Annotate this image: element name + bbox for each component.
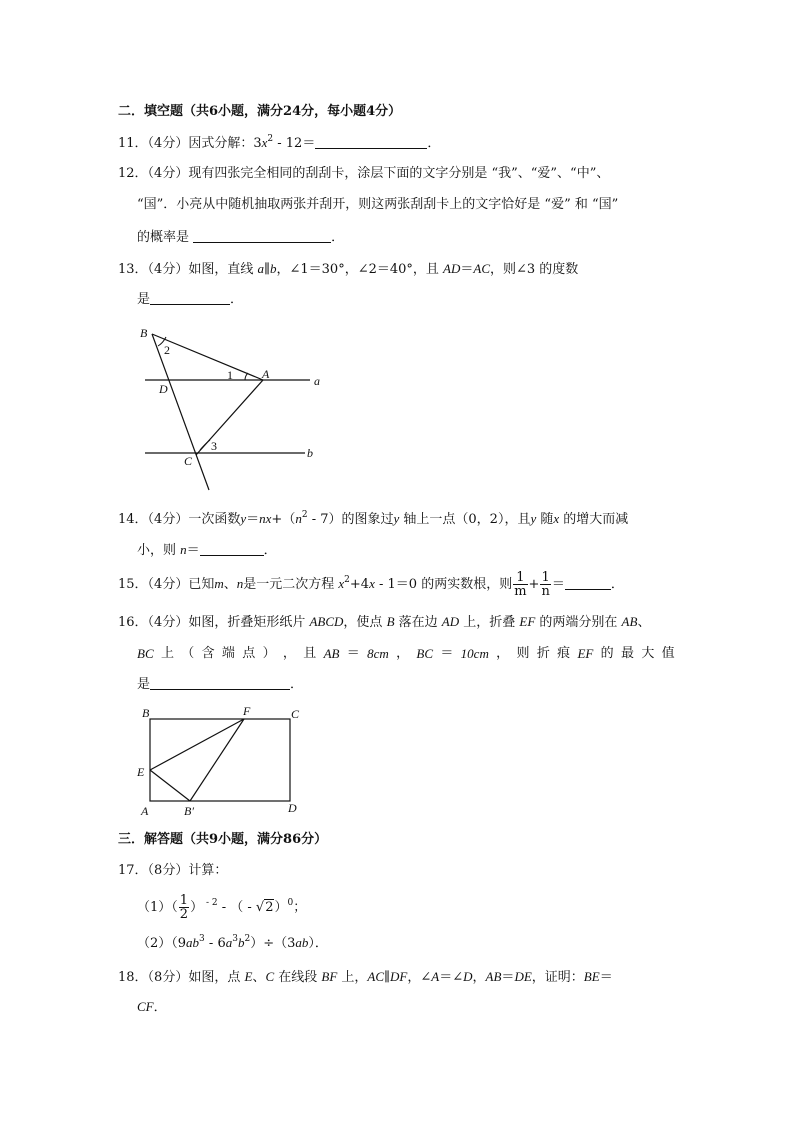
q13-number: 13． bbox=[118, 262, 148, 277]
q18-seg-de: DE bbox=[514, 969, 532, 984]
q17-number: 17． bbox=[118, 863, 148, 878]
q16-seg-fe bbox=[150, 719, 244, 770]
q13-label-2: 2 bbox=[164, 343, 170, 357]
q14-var-y3: y bbox=[530, 511, 537, 526]
q16-l2-w24: 值 bbox=[661, 646, 675, 661]
q14-text-5: 轴上一点（0，2），且 bbox=[399, 512, 531, 527]
q14-end: ． bbox=[263, 543, 277, 558]
q16-l2-w18: 折 bbox=[536, 646, 550, 661]
q14-text-1: 一次函数 bbox=[188, 512, 241, 527]
q15-eq: ＝ bbox=[551, 577, 565, 592]
q12-text-1: 现有四张完全相同的刮刮卡，涂层下面的文字分别是 “我”、“爱”、“中”、 bbox=[188, 166, 610, 181]
q15-text-2: 、 bbox=[223, 577, 237, 592]
q18-text-5: ，∠ bbox=[407, 970, 432, 985]
q17-s2-p1: - 6 bbox=[204, 936, 226, 951]
q16-side-ad: AD bbox=[441, 614, 460, 629]
q18-point-e: E bbox=[244, 969, 253, 984]
q13-parallel: ∥ bbox=[263, 262, 270, 277]
q16-text-6: 、 bbox=[637, 615, 651, 630]
question-18-line-2 bbox=[137, 998, 167, 1017]
q15-text-5: - 1＝0 的两实数根，则 bbox=[374, 577, 513, 592]
q16-l2-w10: ＝ bbox=[346, 646, 360, 661]
q16-label-a: A bbox=[141, 804, 149, 818]
q13-eq: ＝ bbox=[460, 262, 474, 277]
q14-var-n2: n bbox=[295, 511, 302, 526]
q13-text-1: 如图，直线 bbox=[188, 262, 258, 277]
q15-score: （4分） bbox=[147, 577, 189, 592]
q16-side-ab: AB bbox=[621, 614, 638, 629]
q16-end: ． bbox=[290, 677, 304, 692]
q16-label-f: F bbox=[243, 704, 251, 718]
question-17 bbox=[118, 862, 227, 880]
q16-l2-w15: 10cm bbox=[460, 646, 489, 661]
q14-var-n: n bbox=[259, 511, 266, 526]
q18-angle-a: A bbox=[431, 969, 440, 984]
q13-text-3: ，则∠3 的度数 bbox=[490, 262, 579, 277]
q13-label-3: 3 bbox=[211, 439, 217, 453]
q16-seg-ebp bbox=[150, 770, 190, 801]
q16-l2-w19: 痕 bbox=[557, 646, 571, 661]
q14-var-x: x bbox=[265, 511, 272, 526]
q15-var-n: n bbox=[236, 576, 244, 591]
q16-seg-ef: EF bbox=[519, 614, 536, 629]
q16-l2-w14: ＝ bbox=[440, 646, 454, 661]
q17-s1-p3: ） bbox=[274, 900, 288, 915]
q17-s1-frac-num: 1 bbox=[179, 893, 189, 908]
q14-text-9: ＝ bbox=[186, 543, 200, 558]
q13-label-line-a: a bbox=[314, 374, 320, 388]
question-12-line-2: “国”．小亮从中随机抽取两张并刮开，则这两张刮刮卡上的文字恰好是 “爱” 和 “国” bbox=[137, 197, 619, 212]
q16-l2-w11: 8cm bbox=[367, 646, 389, 661]
q17-s2-var-b: b bbox=[237, 935, 245, 950]
q18-eq: ＝ bbox=[501, 970, 515, 985]
q16-l2-w20: EF bbox=[577, 646, 594, 661]
q13-end: ． bbox=[230, 292, 244, 307]
q15-frac1-num: 1 bbox=[513, 571, 527, 585]
q14-text-2: ＝ bbox=[246, 512, 260, 527]
q16-text-7: 是 bbox=[137, 677, 151, 692]
q15-frac1-den: m bbox=[514, 584, 527, 599]
q16-l2-w0: BC bbox=[137, 646, 154, 661]
q18-eq2: ＝ bbox=[599, 970, 613, 985]
q11-number: 11． bbox=[118, 136, 148, 151]
q16-label-d: D bbox=[288, 801, 297, 815]
q15-var-m: m bbox=[214, 576, 224, 591]
q16-l2-w8: 且 bbox=[303, 646, 317, 661]
q11-exponent: 2 bbox=[267, 134, 274, 144]
q18-seg-cf: CF bbox=[137, 999, 154, 1014]
q18-text-8: ，证明： bbox=[531, 970, 584, 985]
q17-s1-p1: ） bbox=[190, 900, 204, 915]
q15-text-4: +4 bbox=[349, 577, 370, 592]
q14-number: 14． bbox=[118, 512, 148, 527]
q15-var-x: x bbox=[338, 576, 345, 591]
q16-label-c: C bbox=[291, 707, 300, 721]
q13-var-a: a bbox=[257, 261, 264, 276]
q18-text-4: 上， bbox=[337, 970, 368, 985]
q17-s2-exponent-2: 3 bbox=[232, 934, 238, 944]
q18-point-c: C bbox=[265, 969, 275, 984]
q14-text-7: 的增大而减 bbox=[559, 512, 629, 527]
q14-text-6: 随 bbox=[536, 512, 554, 527]
q14-var-x2: x bbox=[553, 511, 560, 526]
q14-text-3: +（ bbox=[271, 512, 296, 527]
q13-label-1: 1 bbox=[227, 368, 233, 382]
q16-l2-w7: ， bbox=[282, 646, 296, 661]
q16-l2-w13: BC bbox=[416, 646, 434, 661]
q16-label-b-prime: B′ bbox=[184, 804, 194, 818]
q14-score: （4分） bbox=[147, 512, 189, 527]
q15-text-3: 是一元二次方程 bbox=[243, 577, 339, 592]
q14-var-y2: y bbox=[393, 511, 400, 526]
q17-s2-var-ab2: ab bbox=[295, 935, 309, 950]
q12-end: ． bbox=[331, 230, 345, 245]
q15-exponent: 2 bbox=[344, 575, 350, 585]
q18-text-3: 在线段 bbox=[274, 970, 322, 985]
q13-text-2: ，∠1＝30°，∠2＝40°，且 bbox=[276, 262, 444, 277]
q16-score: （4分） bbox=[147, 615, 189, 630]
q17-s2-var-a: a bbox=[225, 935, 233, 950]
q16-l2-w9: AB bbox=[323, 646, 340, 661]
section-3-title: 三．解答题（共9小题，满分86分） bbox=[118, 832, 328, 847]
q17-text: 计算： bbox=[188, 863, 228, 878]
q18-number: 18． bbox=[118, 970, 148, 985]
q17-s1-label: （1）（ bbox=[137, 900, 178, 915]
q18-end: ． bbox=[153, 1000, 167, 1015]
q13-seg-ac: AC bbox=[473, 261, 491, 276]
q12-score: （4分） bbox=[147, 166, 189, 181]
q17-s1-fraction bbox=[179, 894, 189, 921]
q18-score: （8分） bbox=[147, 970, 189, 985]
q17-s2-exponent-1: 3 bbox=[199, 934, 205, 944]
q15-frac2-num: 1 bbox=[541, 570, 550, 585]
q11-score: （4分） bbox=[147, 136, 189, 151]
q17-s1-radicand: 2 bbox=[265, 900, 274, 915]
q16-text-4: 上，折叠 bbox=[459, 615, 520, 630]
q18-text-1: 如图，点 bbox=[188, 970, 245, 985]
q18-angle-d: D bbox=[463, 969, 473, 984]
q13-seg-ad: AD bbox=[443, 261, 461, 276]
q18-ac-par-df: AC∥DF bbox=[367, 969, 408, 984]
q16-l2-w2: （ bbox=[181, 646, 195, 661]
q13-label-a-point: A bbox=[262, 367, 270, 381]
q18-text-6: ＝∠ bbox=[439, 970, 464, 985]
question-17-sub-2 bbox=[137, 934, 328, 953]
q16-l2-w21: 的 bbox=[600, 646, 614, 661]
q15-var-x2: x bbox=[369, 576, 375, 591]
q16-seg-fbp bbox=[190, 719, 244, 801]
q13-var-b: b bbox=[269, 261, 277, 276]
q16-text-2: ，使点 bbox=[343, 615, 387, 630]
q11-end: ． bbox=[427, 136, 441, 151]
q13-label-d: D bbox=[159, 382, 168, 396]
q16-l2-w6: ） bbox=[262, 646, 276, 661]
q18-seg-be: BE bbox=[583, 969, 600, 984]
q18-seg-ab: AB bbox=[485, 969, 502, 984]
q14-exponent: 2 bbox=[301, 510, 308, 520]
question-18-line-1 bbox=[118, 968, 613, 987]
q17-s1-exponent-2: 0 bbox=[287, 898, 294, 908]
q17-s1-p2: - （ - bbox=[217, 900, 256, 915]
q12-text-3: 的概率是 bbox=[137, 230, 190, 245]
q15-frac2-den: n bbox=[541, 584, 550, 599]
q13-label-line-b: b bbox=[307, 446, 313, 460]
q16-l2-w17: 则 bbox=[516, 646, 530, 661]
q16-l2-w23: 大 bbox=[641, 646, 655, 661]
q16-l2-w16: ， bbox=[496, 646, 510, 661]
q16-text-5: 的两端分别在 bbox=[535, 615, 622, 630]
q16-text-1: 如图，折叠矩形纸片 bbox=[188, 615, 310, 630]
q17-s2-label: （2）（9 bbox=[137, 936, 187, 951]
q13-text-4: 是 bbox=[137, 292, 151, 307]
q18-text-7: ， bbox=[472, 970, 486, 985]
q11-rest: - 12＝ bbox=[273, 136, 316, 151]
q14-text-8: 小，则 bbox=[137, 543, 181, 558]
q15-end: ． bbox=[610, 577, 624, 592]
question-17-sub-1 bbox=[137, 894, 306, 921]
q16-l2-w3: 含 bbox=[201, 646, 215, 661]
q17-s1-exponent-1: - 2 bbox=[203, 898, 218, 908]
q17-s2-p3: ）． bbox=[308, 936, 328, 951]
q13-label-c: C bbox=[184, 454, 193, 468]
q16-label-b: B bbox=[142, 706, 150, 720]
q16-rect-abcd: ABCD bbox=[309, 614, 344, 629]
q16-text-3: 落在边 bbox=[394, 615, 442, 630]
q17-s1-sqrt-sign: √ bbox=[255, 900, 265, 915]
q16-l2-w5: 点 bbox=[242, 646, 256, 661]
q13-label-b: B bbox=[140, 326, 148, 340]
q17-s1-end: ； bbox=[293, 900, 307, 915]
q11-var-x: x bbox=[261, 135, 268, 150]
q16-number: 16． bbox=[118, 615, 148, 630]
q17-score: （8分） bbox=[147, 863, 189, 878]
q17-s2-exponent-3: 2 bbox=[244, 934, 251, 944]
q18-text-2: 、 bbox=[252, 970, 266, 985]
q16-label-e: E bbox=[137, 765, 145, 779]
q15-plus: + bbox=[528, 577, 540, 592]
q18-seg-bf: BF bbox=[321, 969, 338, 984]
q16-l2-w4: 端 bbox=[221, 646, 235, 661]
q17-s2-p2: ）÷（3 bbox=[250, 936, 296, 951]
q11-text: 因式分解：3 bbox=[188, 136, 262, 151]
q17-s2-var-ab: ab bbox=[186, 935, 200, 950]
q16-point-b: B bbox=[386, 614, 395, 629]
q17-s1-frac-den: 2 bbox=[179, 907, 189, 922]
q16-l2-w1: 上 bbox=[160, 646, 174, 661]
q14-text-4: - 7）的图象过 bbox=[307, 512, 394, 527]
q15-number: 15． bbox=[118, 577, 148, 592]
section-2-title: 二．填空题（共6小题，满分24分，每小题4分） bbox=[118, 104, 402, 119]
q13-score: （4分） bbox=[147, 262, 189, 277]
q15-text-1: 已知 bbox=[188, 577, 215, 592]
q14-var-y: y bbox=[240, 511, 247, 526]
q12-number: 12． bbox=[118, 166, 148, 181]
q16-l2-w22: 最 bbox=[621, 646, 635, 661]
q16-l2-w12: ， bbox=[396, 646, 410, 661]
q16-rectangle bbox=[150, 719, 290, 801]
q14-var-n3: n bbox=[180, 542, 187, 557]
